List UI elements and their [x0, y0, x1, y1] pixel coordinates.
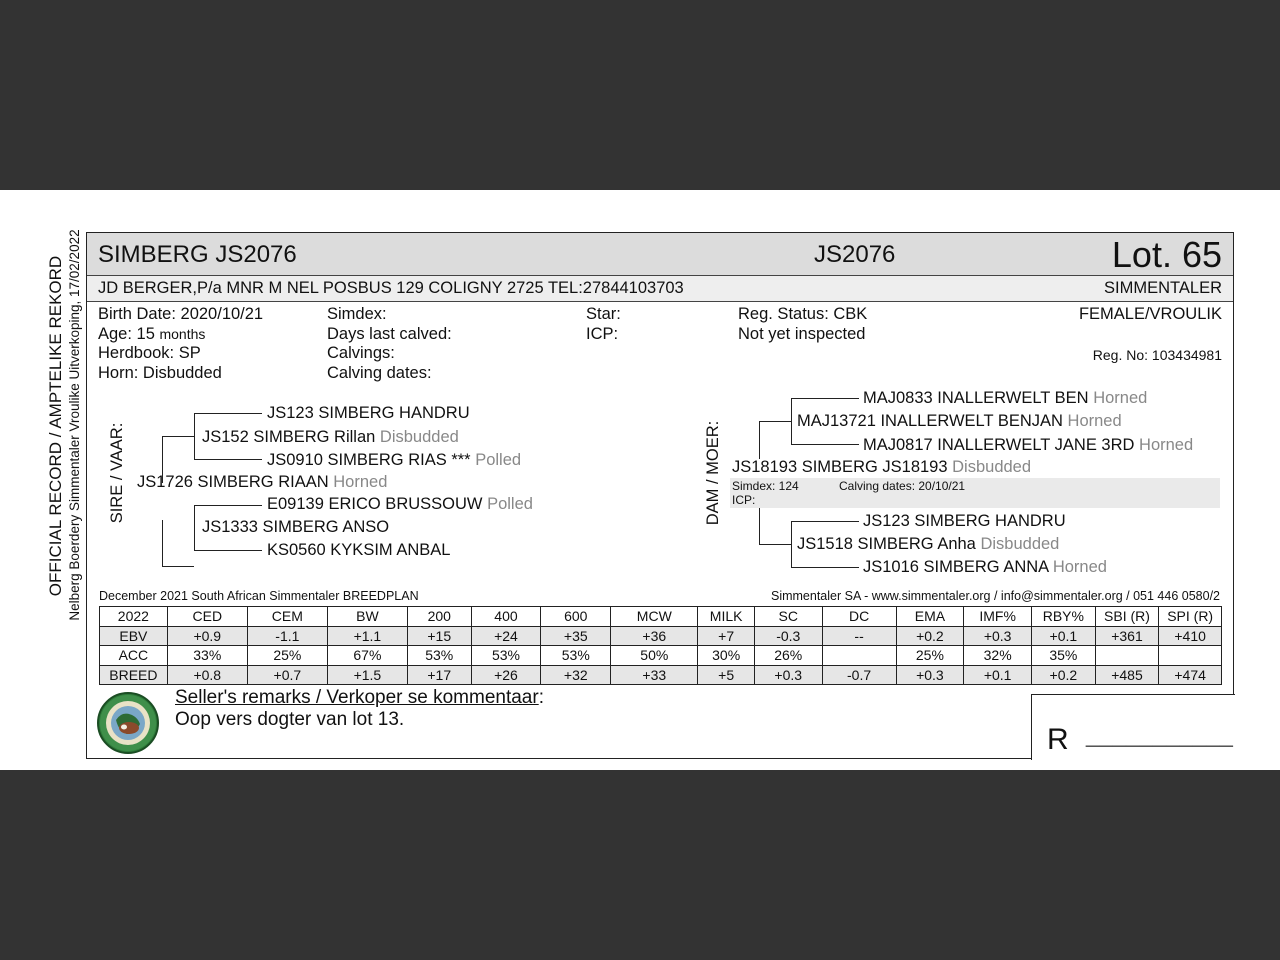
sire-sire-dam-horn: Polled [475, 451, 522, 469]
dam-sire-dam: MAJ0817 INALLERWELT JANE 3RD Horned [863, 436, 1194, 454]
ebv-header-cell: SC [754, 607, 822, 627]
dam-sire-dam-horn: Horned [1139, 436, 1194, 454]
simmentaler-logo [97, 692, 159, 754]
official-record-label: OFFICIAL RECORD / AMPTELIKE REKORD [46, 255, 65, 597]
ebv-cell: +0.8 [167, 665, 247, 685]
ebv-cell: 67% [327, 646, 407, 666]
ebv-cell: +1.1 [327, 626, 407, 646]
lot-card [86, 232, 1234, 759]
ebv-cell: +0.9 [167, 626, 247, 646]
price-box[interactable] [1031, 694, 1235, 760]
ebv-header-cell: 400 [471, 607, 541, 627]
info-col-4 [738, 305, 867, 344]
ebv-cell: +33 [611, 665, 698, 685]
dam-dam-dam: JS1016 SIMBERG ANNA Horned [863, 558, 1107, 576]
icp: ICP: [586, 324, 619, 343]
ebv-header-row [100, 607, 1222, 627]
ebv-cell [1095, 646, 1159, 666]
sire: JS1726 SIMBERG RIAAN Horned [137, 473, 388, 491]
owner-details: JD BERGER,P/a MNR M NEL POSBUS 129 COLIGNY 2725 TEL:27844103703 [98, 279, 684, 297]
sire-sire: JS152 SIMBERG Rillan Disbudded [202, 428, 459, 446]
sire-dam-sire: E09139 ERICO BRUSSOUW Polled [267, 495, 533, 513]
sire-dam-dam: KS0560 KYKSIM ANBAL [267, 541, 451, 559]
ebv-cell: +35 [541, 626, 611, 646]
breed-label: SIMMENTALER [1104, 279, 1222, 297]
ebv-row [100, 646, 1222, 666]
reg-number: Reg. No: 103434981 [1092, 347, 1222, 363]
ebv-cell: +7 [698, 626, 754, 646]
sex-label: FEMALE/VROULIK [1078, 305, 1222, 323]
animal-code: JS2076 [814, 241, 896, 268]
contact-caption: Simmentaler SA - www.simmentaler.org / info@simmentaler.org / 051 446 0580/2 [770, 589, 1220, 603]
ebv-cell: +361 [1095, 626, 1159, 646]
ebv-table [99, 606, 1222, 685]
calvings: Calvings: [327, 344, 395, 363]
dam-sire-sire-horn: Horned [1093, 389, 1148, 407]
ebv-header-cell: BW [327, 607, 407, 627]
ebv-header-cell: MILK [698, 607, 754, 627]
ebv-cell: BREED [100, 665, 168, 685]
ebv-cell: +0.3 [754, 665, 822, 685]
ebv-cell: 25% [896, 646, 964, 666]
title-bar [87, 233, 1233, 276]
ebv-cell: ACC [100, 646, 168, 666]
ebv-cell: +0.1 [964, 665, 1032, 685]
dam-sire-sire: MAJ0833 INALLERWELT BEN Horned [863, 389, 1148, 407]
ebv-row [100, 665, 1222, 685]
ebv-cell: -- [822, 626, 896, 646]
ebv-cell: +24 [471, 626, 541, 646]
ebv-header-cell: MCW [611, 607, 698, 627]
ebv-cell: +5 [698, 665, 754, 685]
ebv-header-cell: SPI (R) [1159, 607, 1222, 627]
ebv-cell: +36 [611, 626, 698, 646]
ebv-cell: -0.7 [822, 665, 896, 685]
ebv-cell: -0.3 [754, 626, 822, 646]
dam: JS18193 SIMBERG JS18193 Disbudded [732, 458, 1032, 476]
dam-label: DAM / MOER: [704, 420, 722, 526]
dam-simdex: Simdex: 124 [732, 479, 799, 493]
ebv-header-cell: EMA [896, 607, 964, 627]
ebv-cell: +1.5 [327, 665, 407, 685]
dam-sire-horn: Horned [1067, 412, 1122, 430]
ebv-cell: +474 [1159, 665, 1222, 685]
ebv-header-cell: SBI (R) [1095, 607, 1159, 627]
price-blank: ___________ [1086, 721, 1233, 748]
ebv-header-cell: 600 [541, 607, 611, 627]
ebv-header-cell: CED [167, 607, 247, 627]
remarks-text: Oop vers dogter van lot 13. [175, 709, 405, 730]
simdex: Simdex: [327, 305, 387, 323]
ebv-cell: +0.2 [896, 626, 964, 646]
ebv-cell: EBV [100, 626, 168, 646]
ebv-cell: +410 [1159, 626, 1222, 646]
ebv-cell: 32% [964, 646, 1032, 666]
ebv-header-cell: DC [822, 607, 896, 627]
ebv-cell: 53% [541, 646, 611, 666]
sire-label: SIRE / VAAR: [108, 422, 126, 524]
sale-caption: Nelberg Boerdery Simmentaler Vroulike Uitverkoping, 17/02/2022 [67, 229, 82, 621]
ebv-header-cell: RBY% [1032, 607, 1096, 627]
horn-status: Horn: Disbudded [98, 364, 222, 383]
herdbook: Herdbook: SP [98, 344, 201, 363]
ebv-cell: +26 [471, 665, 541, 685]
ebv-cell: 26% [754, 646, 822, 666]
ebv-header-cell: 200 [407, 607, 471, 627]
sire-sire-dam: JS0910 SIMBERG RIAS *** Polled [267, 451, 522, 469]
ebv-cell: 30% [698, 646, 754, 666]
remarks-title: Seller's remarks / Verkoper se kommentaar: [175, 687, 544, 708]
dam-sire: MAJ13721 INALLERWELT BENJAN Horned [797, 412, 1122, 430]
days-last-calved: Days last calved: [327, 324, 452, 343]
ebv-cell: +485 [1095, 665, 1159, 685]
info-col-1 [98, 305, 263, 384]
sire-dam: JS1333 SIMBERG ANSO [202, 518, 390, 536]
sire-dam-sire-horn: Polled [487, 495, 533, 513]
catalogue-sheet [0, 190, 1280, 770]
lot-number: Lot. 65 [1111, 234, 1222, 275]
sire-sire-horn: Disbudded [379, 428, 459, 446]
dam-horn: Disbudded [952, 458, 1032, 476]
dam-icp: ICP: [732, 493, 756, 507]
ebv-header-cell: 2022 [100, 607, 168, 627]
ebv-cell: +32 [541, 665, 611, 685]
owner-bar [87, 276, 1233, 302]
dam-info-box [730, 478, 1220, 508]
ebv-cell: 25% [247, 646, 327, 666]
dam-dam-horn: Disbudded [980, 535, 1060, 553]
ebv-header-cell: CEM [247, 607, 327, 627]
ebv-cell: 53% [407, 646, 471, 666]
dam-dam-sire: JS123 SIMBERG HANDRU [863, 512, 1066, 530]
star: Star: [586, 305, 621, 323]
ebv-cell: 53% [471, 646, 541, 666]
ebv-cell: +0.1 [1032, 626, 1096, 646]
ebv-cell: +15 [407, 626, 471, 646]
ebv-cell: 33% [167, 646, 247, 666]
ebv-cell [822, 646, 896, 666]
ebv-cell: +17 [407, 665, 471, 685]
dam-calving-dates: Calving dates: 20/10/21 [839, 479, 966, 493]
ebv-row [100, 626, 1222, 646]
ebv-cell: +0.7 [247, 665, 327, 685]
birth-date: Birth Date: 2020/10/21 [98, 305, 264, 323]
info-col-3 [586, 305, 621, 344]
sire-horn: Horned [333, 473, 388, 491]
breedplan-caption: December 2021 South African Simmentaler BREEDPLAN [99, 589, 419, 603]
ebv-cell: +0.3 [964, 626, 1032, 646]
age: Age: 15 months [98, 324, 206, 343]
ebv-cell: 50% [611, 646, 698, 666]
ebv-cell: +0.3 [896, 665, 964, 685]
info-col-2 [327, 305, 452, 384]
ebv-cell: +0.2 [1032, 665, 1096, 685]
animal-name: SIMBERG JS2076 [98, 241, 297, 268]
dam-dam-dam-horn: Horned [1052, 558, 1107, 576]
reg-status: Reg. Status: CBK [738, 305, 868, 323]
sire-sire-sire: JS123 SIMBERG HANDRU [267, 404, 470, 422]
ebv-header-cell: IMF% [964, 607, 1032, 627]
inspection-status: Not yet inspected [738, 324, 866, 343]
calving-dates: Calving dates: [327, 364, 432, 383]
ebv-cell: -1.1 [247, 626, 327, 646]
dam-dam: JS1518 SIMBERG Anha Disbudded [797, 535, 1060, 553]
ebv-cell [1159, 646, 1222, 666]
price-currency: R [1047, 723, 1069, 756]
ebv-cell: 35% [1032, 646, 1096, 666]
